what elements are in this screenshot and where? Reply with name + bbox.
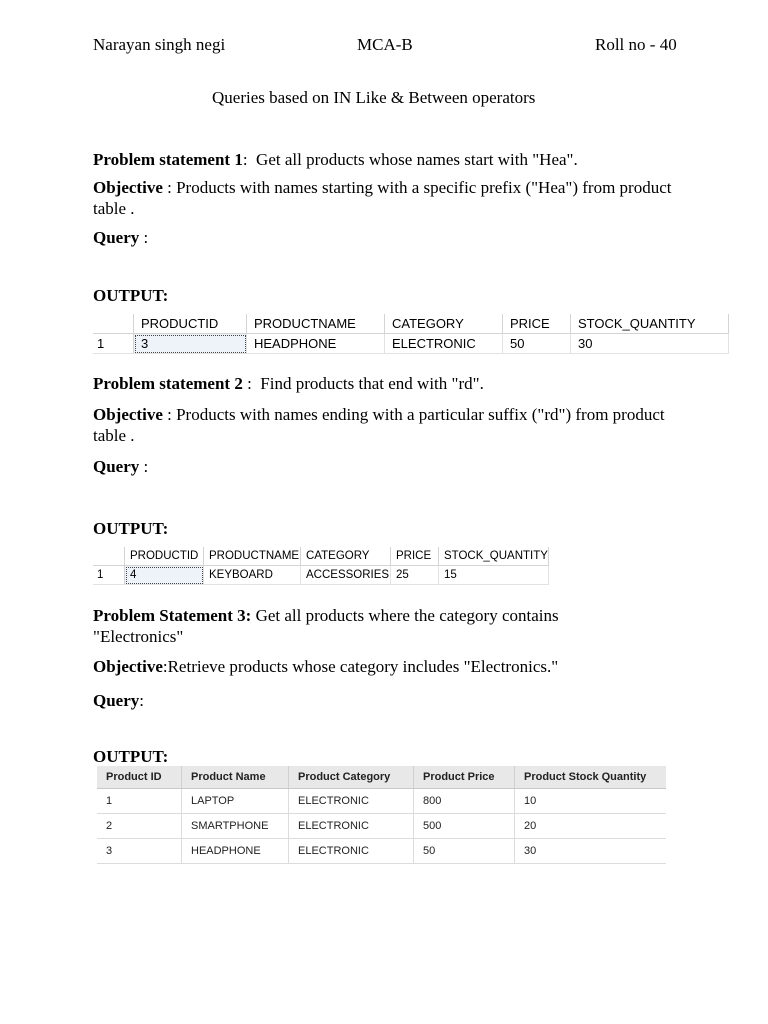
problem-label: Problem statement 1 — [93, 150, 243, 169]
problem-text: Get all products whose names start with "Hea". — [256, 150, 578, 169]
column-header: CATEGORY — [385, 314, 503, 334]
table-cell[interactable]: 15 — [439, 566, 549, 585]
table-cell: 500 — [414, 814, 515, 839]
table-cell[interactable]: ELECTRONIC — [385, 334, 503, 354]
objective-2 — [93, 404, 673, 446]
result-grid-2 — [93, 547, 549, 585]
column-header: PRODUCTNAME — [247, 314, 385, 334]
table-header-row — [97, 766, 666, 789]
table-cell: 800 — [414, 789, 515, 814]
column-header: CATEGORY — [301, 547, 391, 566]
output-label-3: OUTPUT: — [93, 747, 169, 766]
table-cell: 20 — [515, 814, 667, 839]
table-cell: ELECTRONIC — [289, 814, 414, 839]
problem-statement-3 — [93, 605, 653, 647]
table-cell: 50 — [414, 839, 515, 864]
problem-statement-2 — [93, 373, 693, 394]
column-header: PRICE — [391, 547, 439, 566]
objective-text: : Products with names starting with a specific prefix ("Hea") from product table . — [93, 178, 672, 218]
table-cell[interactable]: 4 — [125, 566, 204, 585]
column-header: STOCK_QUANTITY — [571, 314, 729, 334]
objective-text: :Retrieve products whose category includes "Electronics." — [162, 657, 559, 676]
query-2 — [93, 456, 148, 477]
column-header[interactable]: Product Price — [414, 766, 515, 789]
column-header: PRODUCTNAME — [204, 547, 301, 566]
problem-separator: : — [242, 374, 252, 393]
objective-3 — [93, 656, 693, 677]
table-cell: 1 — [97, 789, 182, 814]
table-cell[interactable]: 3 — [134, 334, 247, 354]
query-label: Query — [93, 457, 140, 476]
class-name: MCA-B — [357, 35, 413, 54]
author-name: Narayan singh negi — [93, 35, 226, 54]
table-cell[interactable]: 25 — [391, 566, 439, 585]
table-row — [97, 839, 666, 864]
grid-header-row — [93, 547, 549, 566]
column-header: PRODUCTID — [134, 314, 247, 334]
column-header: PRODUCTID — [125, 547, 204, 566]
table-row — [93, 334, 729, 354]
row-number: 1 — [93, 566, 125, 585]
roll-number: Roll no - 40 — [595, 35, 677, 54]
table-cell[interactable]: HEADPHONE — [247, 334, 385, 354]
table-cell: LAPTOP — [182, 789, 289, 814]
column-header[interactable]: Product Name — [182, 766, 289, 789]
result-grid-1 — [93, 314, 729, 354]
table-cell: ELECTRONIC — [289, 839, 414, 864]
column-header: STOCK_QUANTITY — [439, 547, 549, 566]
output-label-1: OUTPUT: — [93, 286, 169, 305]
column-header[interactable]: Product ID — [97, 766, 182, 789]
column-header[interactable]: Product Category — [289, 766, 414, 789]
objective-label: Objective — [93, 405, 163, 424]
problem-text: Get all products where the category contains "Electronics" — [93, 606, 559, 646]
table-cell: 10 — [515, 789, 667, 814]
objective-label: Objective — [93, 178, 163, 197]
problem-statement-1 — [93, 149, 693, 170]
result-table-3 — [97, 766, 666, 864]
table-cell: SMARTPHONE — [182, 814, 289, 839]
problem-label: Problem statement 2 — [93, 374, 243, 393]
column-header: PRICE — [503, 314, 571, 334]
table-row — [97, 814, 666, 839]
table-cell: 2 — [97, 814, 182, 839]
query-3 — [93, 690, 144, 711]
objective-label: Objective — [93, 657, 163, 676]
problem-separator: : — [242, 150, 248, 169]
table-cell: ELECTRONIC — [289, 789, 414, 814]
row-number-header — [93, 314, 134, 334]
query-label: Query — [93, 228, 140, 247]
table-cell: 3 — [97, 839, 182, 864]
query-separator: : — [139, 691, 145, 710]
output-label-2: OUTPUT: — [93, 519, 169, 538]
table-cell[interactable]: 30 — [571, 334, 729, 354]
query-1 — [93, 227, 148, 248]
row-number-header — [93, 547, 125, 566]
page-title: Queries based on IN Like & Between operators — [212, 88, 536, 107]
query-separator: : — [139, 457, 149, 476]
objective-1 — [93, 177, 673, 219]
problem-label: Problem Statement 3: — [93, 606, 252, 625]
query-label: Query — [93, 691, 140, 710]
table-cell: HEADPHONE — [182, 839, 289, 864]
query-separator: : — [139, 228, 149, 247]
table-row — [93, 566, 549, 585]
objective-text: : Products with names ending with a particular suffix ("rd") from product table . — [93, 405, 665, 445]
problem-text: Find products that end with "rd". — [260, 374, 484, 393]
table-cell[interactable]: KEYBOARD — [204, 566, 301, 585]
table-row — [97, 789, 666, 814]
table-cell[interactable]: ACCESSORIES — [301, 566, 391, 585]
row-number: 1 — [93, 334, 134, 354]
table-cell[interactable]: 50 — [503, 334, 571, 354]
table-cell: 30 — [515, 839, 667, 864]
column-header[interactable]: Product Stock Quantity — [515, 766, 667, 789]
grid-header-row — [93, 314, 729, 334]
